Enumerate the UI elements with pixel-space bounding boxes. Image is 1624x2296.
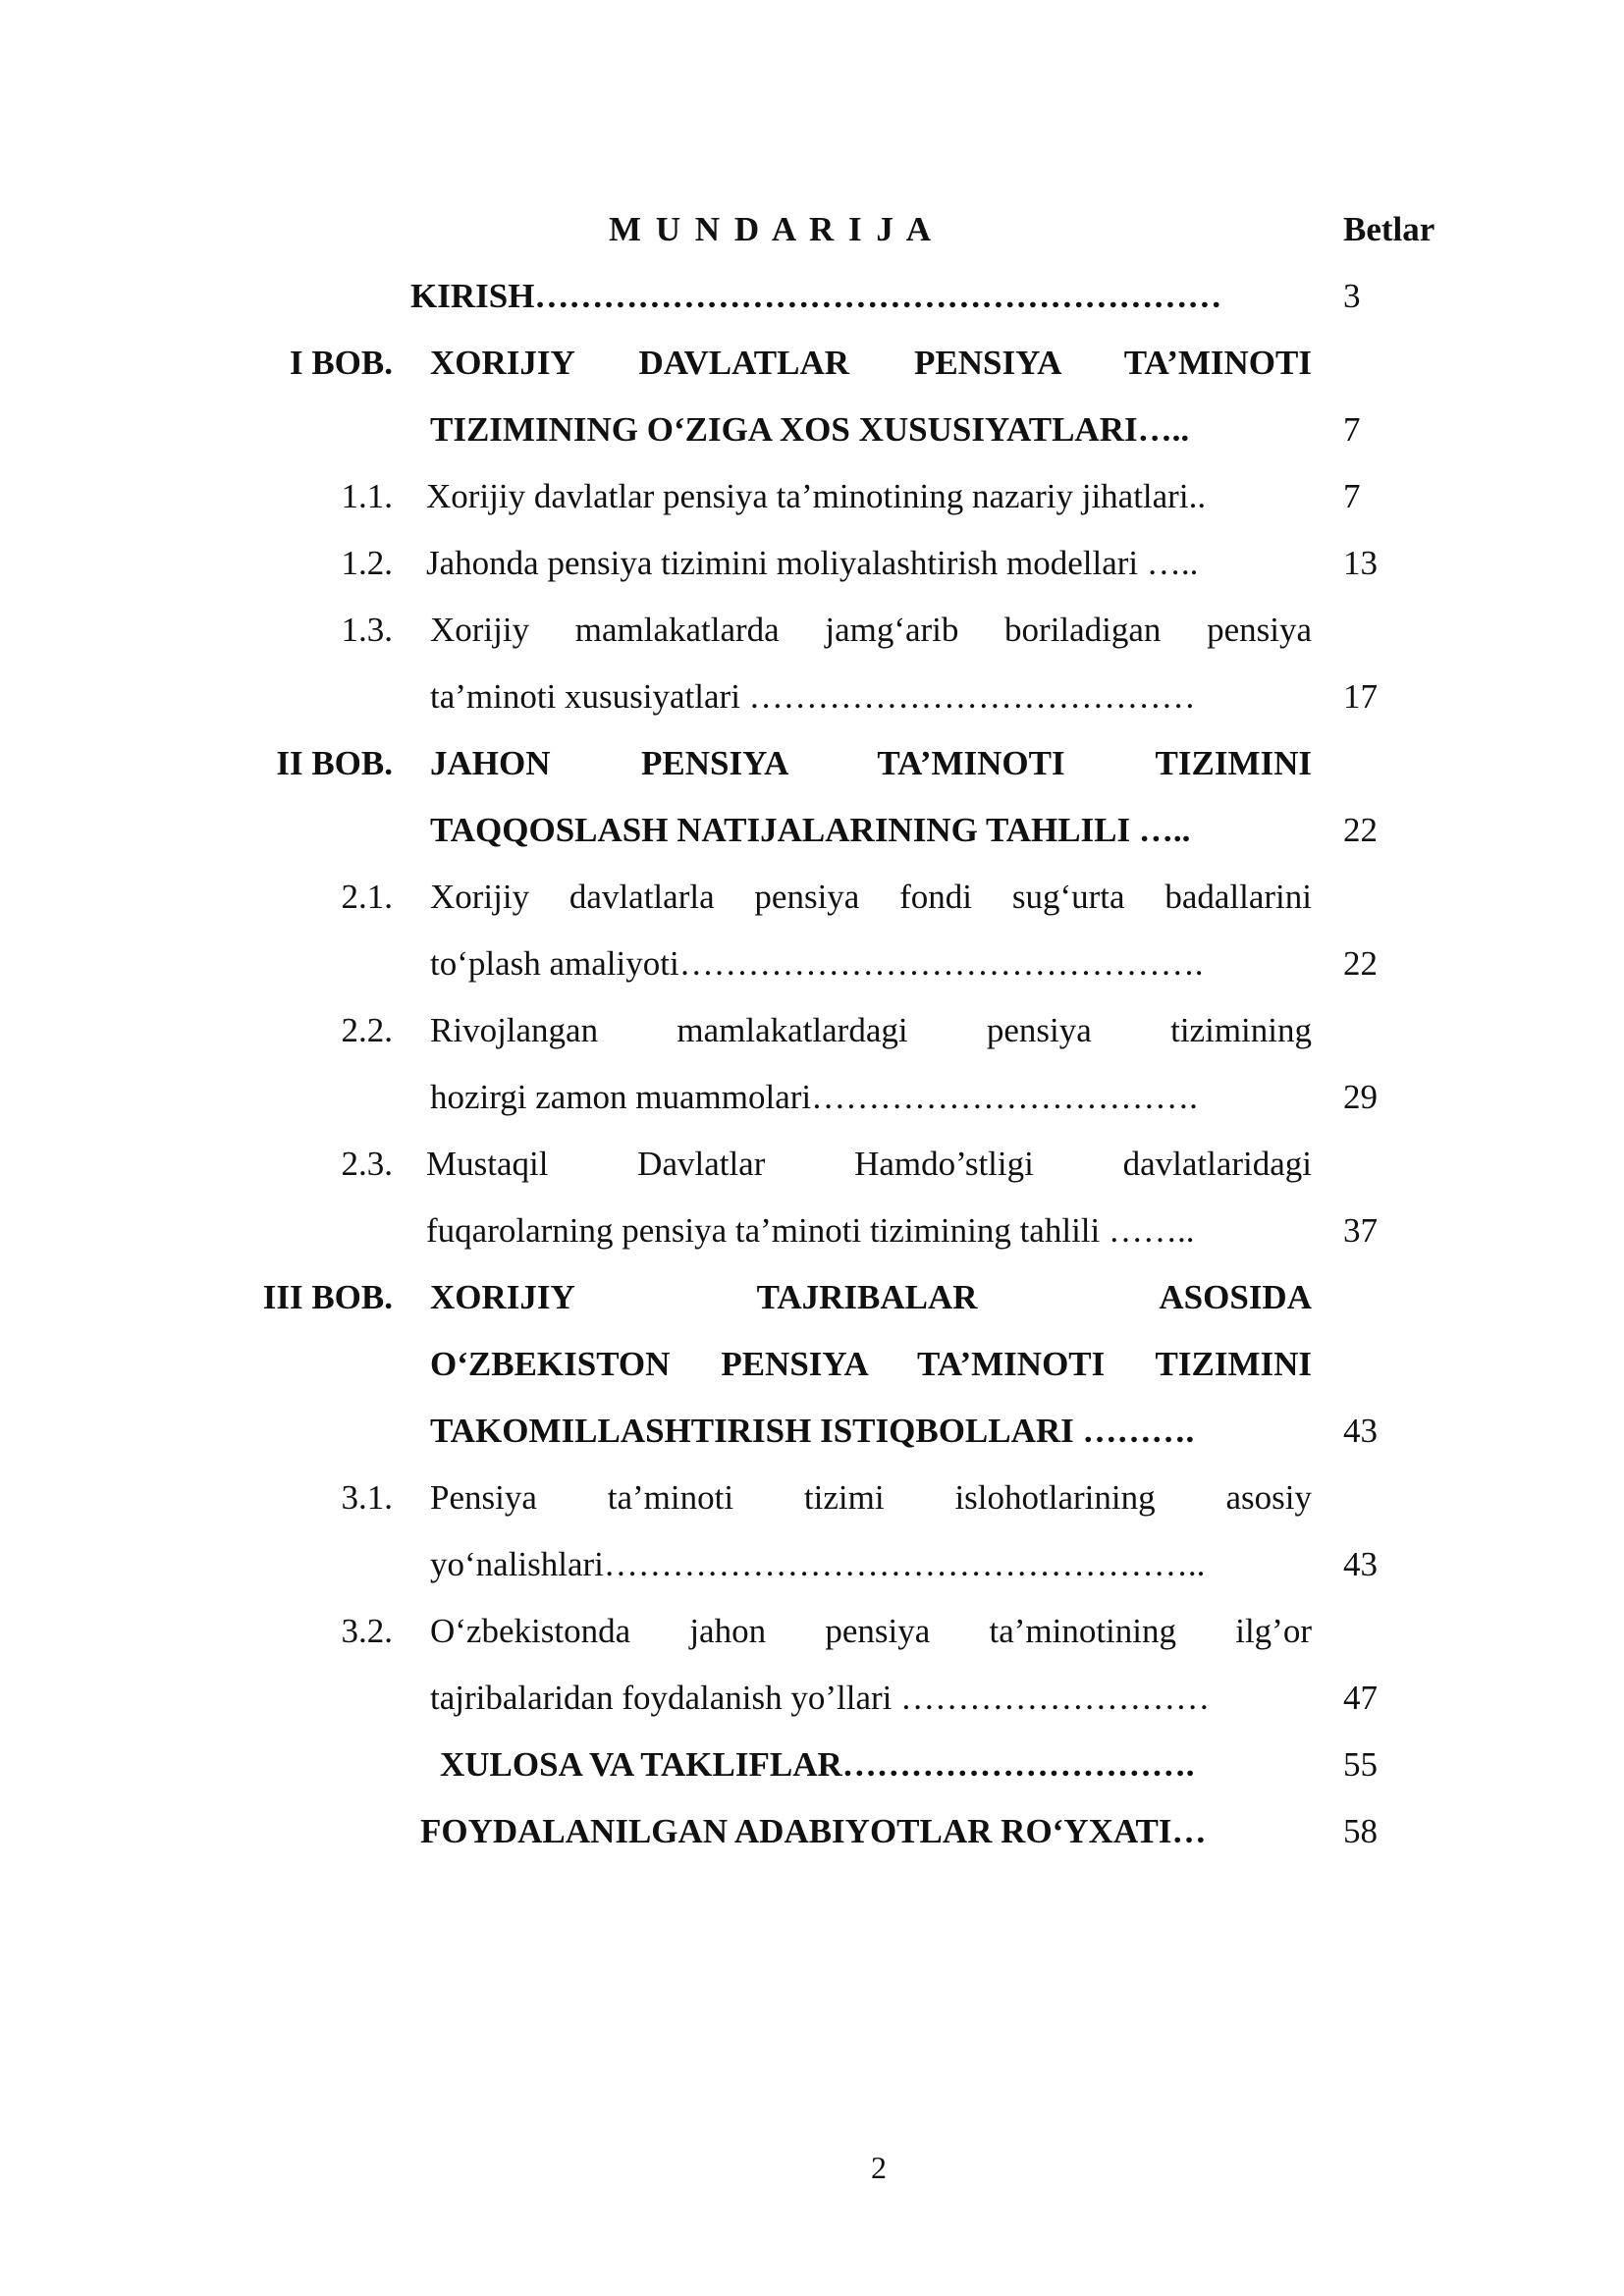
toc-label: II BOB. — [276, 744, 393, 782]
pages-column-label: Betlar — [1343, 210, 1435, 248]
toc-entry-line: Mustaqil Davlatlar Hamdo’stligi davlatlaridagi — [426, 1145, 1312, 1183]
toc-label: 3.1. — [341, 1478, 393, 1517]
toc-entry-line: Pensiya ta’minoti tizimi islohotlarining asosiy — [430, 1478, 1312, 1517]
toc-label: 3.2. — [341, 1612, 393, 1650]
toc-entry-line: ta’minoti xususiyatlari ………………………………… — [430, 677, 1196, 716]
toc-label: 2.1. — [341, 878, 393, 916]
toc-entry-line: Xorijiy davlatlarla pensiya fondi sug‘urta badallarini — [430, 878, 1312, 916]
toc-entry-line: XORIJIY TAJRIBALAR ASOSIDA — [430, 1278, 1312, 1316]
toc-page-number: 22 — [1343, 811, 1378, 849]
toc-entry-line: TIZIMINING O‘ZIGA XOS XUSUSIYATLARI….. — [430, 410, 1190, 449]
toc-entry-line: XORIJIY DAVLATLAR PENSIYA TA’MINOTI — [430, 344, 1312, 382]
toc-entry-line: fuqarolarning pensiya ta’minoti tizimining tahlili …….. — [426, 1211, 1195, 1250]
toc-label: I BOB. — [289, 344, 393, 382]
toc-entry-references: FOYDALANILGAN ADABIYOTLAR RO‘YXATI… — [420, 1812, 1207, 1850]
toc-entry-kirish: KIRISH…………………………………………………… — [410, 277, 1222, 315]
toc-entry-line: to‘plash amaliyoti………………………………………. — [430, 944, 1204, 983]
toc-entry-line: yo‘nalishlari…………………………………………….. — [430, 1545, 1206, 1583]
toc-title: M U N D A R I J A — [609, 210, 935, 248]
toc-label: III BOB. — [262, 1278, 393, 1316]
toc-entry-line: TAQQOSLASH NATIJALARINING TAHLILI ….. — [430, 811, 1191, 849]
toc-page-number: 17 — [1343, 677, 1378, 716]
toc-entry-line: Xorijiy davlatlar pensiya ta’minotining nazariy jihatlari.. — [426, 477, 1207, 515]
toc-label: 2.2. — [341, 1011, 393, 1049]
toc-page-number: 29 — [1343, 1078, 1378, 1116]
toc-page-number: 47 — [1343, 1679, 1378, 1717]
toc-page-number: 43 — [1343, 1545, 1378, 1583]
toc-label: 1.2. — [341, 544, 393, 582]
toc-page-number: 3 — [1343, 277, 1361, 315]
toc-page-number: 37 — [1343, 1211, 1378, 1250]
toc-entry-line: O‘zbekistonda jahon pensiya ta’minotining ilg’or — [430, 1612, 1312, 1650]
toc-label: 1.3. — [341, 611, 393, 649]
toc-label: 2.3. — [341, 1145, 393, 1183]
toc-page-number: 43 — [1343, 1412, 1378, 1450]
toc-entry-line: Jahonda pensiya tizimini moliyalashtirish modellari ….. — [426, 544, 1199, 582]
toc-entry-line: O‘ZBEKISTON PENSIYA TA’MINOTI TIZIMINI — [430, 1345, 1312, 1383]
toc-entry-line: Xorijiy mamlakatlarda jamg‘arib boriladigan pensiya — [430, 611, 1312, 649]
toc-page-number: 55 — [1343, 1745, 1378, 1784]
toc-page-number: 22 — [1343, 944, 1378, 983]
toc-page-number: 13 — [1343, 544, 1378, 582]
toc-entry-line: hozirgi zamon muammolari……………………………. — [430, 1078, 1198, 1116]
toc-page-number: 7 — [1343, 477, 1361, 515]
page-number: 2 — [871, 2150, 887, 2185]
toc-entry-line: JAHON PENSIYA TA’MINOTI TIZIMINI — [430, 744, 1312, 782]
toc-label: 1.1. — [341, 477, 393, 515]
toc-page-number: 7 — [1343, 410, 1361, 449]
toc-page-number: 58 — [1343, 1812, 1378, 1850]
toc-entry-line: TAKOMILLASHTIRISH ISTIQBOLLARI ………. — [430, 1412, 1195, 1450]
toc-entry-conclusion: XULOSA VA TAKLIFLAR…………………………. — [440, 1745, 1195, 1784]
toc-entry-line: Rivojlangan mamlakatlardagi pensiya tizimining — [430, 1011, 1312, 1049]
toc-entry-line: tajribalaridan foydalanish yo’llari ……………………… — [430, 1679, 1211, 1717]
